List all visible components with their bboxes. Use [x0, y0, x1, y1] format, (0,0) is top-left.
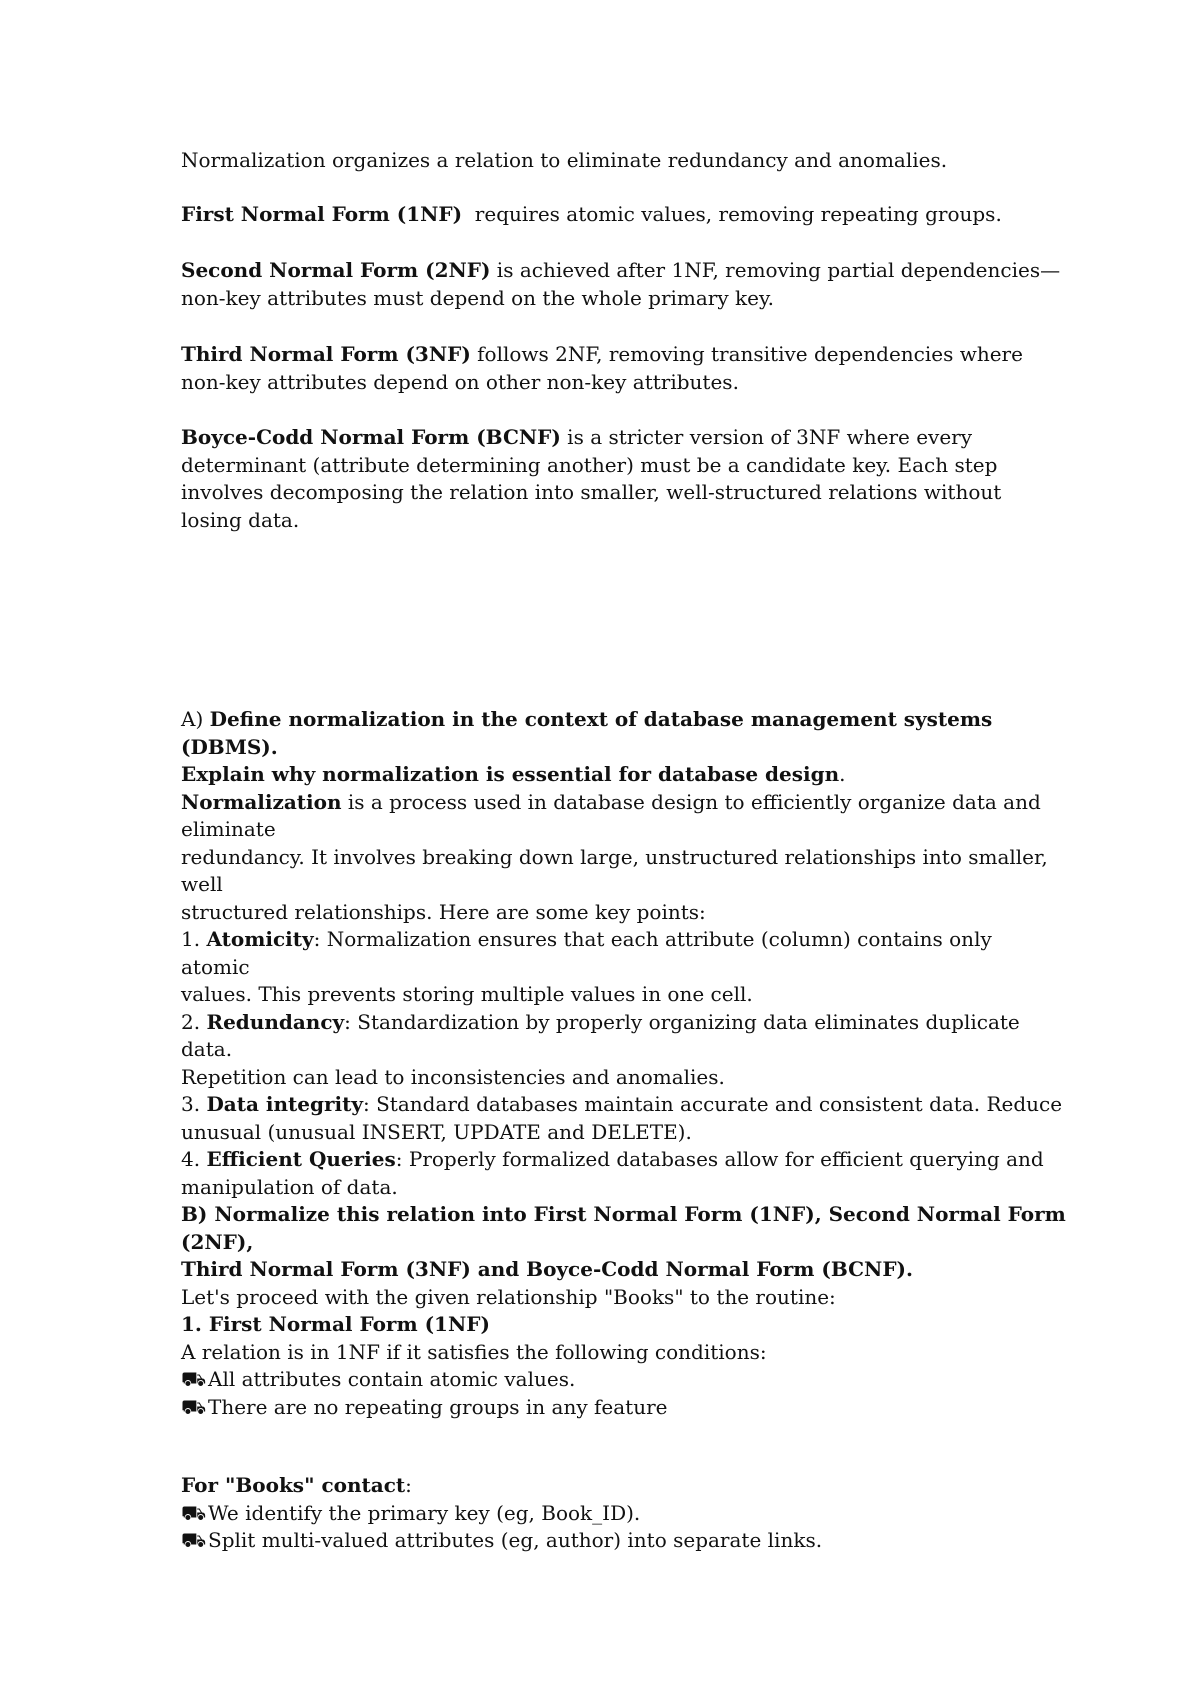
condition-item	[181, 1394, 1041, 1422]
definition-text-2: eliminate	[181, 817, 276, 841]
point-text: unusual (unusual INSERT, UPDATE and DELETE).	[181, 1119, 692, 1144]
point-number: 4.	[181, 1147, 207, 1171]
nf1-term: First Normal Form (1NF)	[181, 202, 463, 226]
books-step-text: We identify the primary key (eg, Book_ID).	[208, 1500, 641, 1525]
bcnf-term: Boyce-Codd Normal Form (BCNF)	[181, 425, 561, 449]
nf3-paragraph	[181, 341, 1041, 396]
point-term: Redundancy	[206, 1009, 345, 1034]
part-a-heading-2: (DBMS).	[181, 734, 278, 759]
part-a-heading-1: Define normalization in the context of database management systems	[209, 707, 993, 731]
part-a-prefix: A)	[181, 707, 210, 731]
question-section	[181, 706, 1066, 1421]
books-label: For "Books" contact	[181, 1473, 406, 1497]
nf2-term: Second Normal Form (2NF)	[181, 258, 491, 282]
nf2-paragraph	[181, 257, 1061, 312]
point-redundancy	[181, 1009, 1041, 1037]
condition-text: All attributes contain atomic values.	[208, 1367, 576, 1391]
definition-text-4: well	[181, 872, 223, 896]
nf1-paragraph	[181, 201, 1041, 229]
books-step-item	[181, 1500, 1041, 1528]
nf1-text: requires atomic values, removing repeating groups.	[462, 202, 1002, 226]
point-term: Atomicity	[206, 927, 314, 951]
point-text: data.	[181, 1037, 233, 1061]
books-colon: :	[405, 1473, 412, 1497]
nf2-text-1: is achieved after 1NF, removing partial dependencies—	[490, 258, 1061, 282]
intro-paragraph	[181, 147, 1041, 175]
condition-text: There are no repeating groups in any feature	[208, 1394, 668, 1419]
point-text: values. This prevents storing multiple values in one cell.	[181, 982, 753, 1006]
definition-text-3: redundancy. It involves breaking down large, unstructured relationships into smaller,	[181, 844, 1048, 869]
point-term: Efficient Queries	[206, 1147, 396, 1171]
point-text: : Properly formalized databases allow for efficient querying and	[395, 1147, 1044, 1171]
part-a-subheading: Explain why normalization is essential for database design	[181, 762, 840, 786]
condition-item	[181, 1366, 1041, 1394]
point-number: 1.	[181, 927, 207, 951]
point-number: 3.	[181, 1092, 207, 1116]
point-text: : Normalization ensures that each attribute (column) contains only	[313, 927, 992, 951]
point-text: manipulation of data.	[181, 1174, 398, 1199]
bcnf-text-3: involves decomposing the relation into smaller, well-structured relations without	[181, 480, 1002, 504]
bcnf-text-2: determinant (attribute determining another) must be a candidate key. Each step	[181, 452, 998, 477]
point-text: : Standardization by properly organizing data eliminates duplicate	[344, 1009, 1020, 1034]
part-a-subheading-end: .	[839, 762, 846, 786]
nf3-text-1: follows 2NF, removing transitive dependencies where	[470, 342, 1023, 366]
books-step-text: Split multi-valued attributes (eg, author) into separate links.	[208, 1528, 823, 1552]
intro-text: Normalization organizes a relation to eliminate redundancy and anomalies.	[181, 148, 948, 172]
point-term: Data integrity	[206, 1092, 363, 1116]
bullet-icon: ⛟	[181, 1500, 207, 1525]
nf2-text-2: non-key attributes must depend on the whole primary key.	[181, 285, 774, 310]
proceed-text: Let's proceed with the given relationship "Books" to the routine:	[181, 1284, 836, 1309]
books-section	[181, 1472, 1041, 1555]
point-number: 2.	[181, 1009, 207, 1034]
bcnf-text-4: losing data.	[181, 507, 300, 532]
definition-text-1: is a process used in database design to efficiently organize data and	[341, 789, 1041, 814]
part-b-heading-2: (2NF),	[181, 1229, 254, 1254]
point-data-integrity	[181, 1091, 1063, 1119]
bullet-icon: ⛟	[181, 1528, 207, 1552]
point-atomicity	[181, 926, 1041, 954]
point-efficient-queries	[181, 1146, 1044, 1174]
step1-intro: A relation is in 1NF if it satisfies the following conditions:	[181, 1339, 767, 1364]
bcnf-text-1: is a stricter version of 3NF where every	[560, 425, 973, 449]
part-b-heading-3: Third Normal Form (3NF) and Boyce-Codd Normal Form (BCNF).	[181, 1257, 913, 1281]
part-b-heading-1: B) Normalize this relation into First Normal Form (1NF), Second Normal Form	[181, 1202, 1066, 1226]
books-step-item	[181, 1527, 1041, 1555]
definition-text-5: structured relationships. Here are some key points:	[181, 899, 706, 924]
nf3-text-2: non-key attributes depend on other non-key attributes.	[181, 369, 739, 394]
bullet-icon: ⛟	[181, 1367, 207, 1391]
point-text: : Standard databases maintain accurate and consistent data. Reduce	[363, 1092, 1063, 1116]
point-text: Repetition can lead to inconsistencies and anomalies.	[181, 1064, 725, 1089]
nf3-term: Third Normal Form (3NF)	[181, 342, 471, 366]
normalization-term: Normalization	[181, 789, 342, 814]
bullet-icon: ⛟	[181, 1394, 207, 1419]
bcnf-paragraph	[181, 424, 1041, 534]
point-text: atomic	[181, 954, 250, 979]
step1-title: 1. First Normal Form (1NF)	[181, 1312, 490, 1336]
